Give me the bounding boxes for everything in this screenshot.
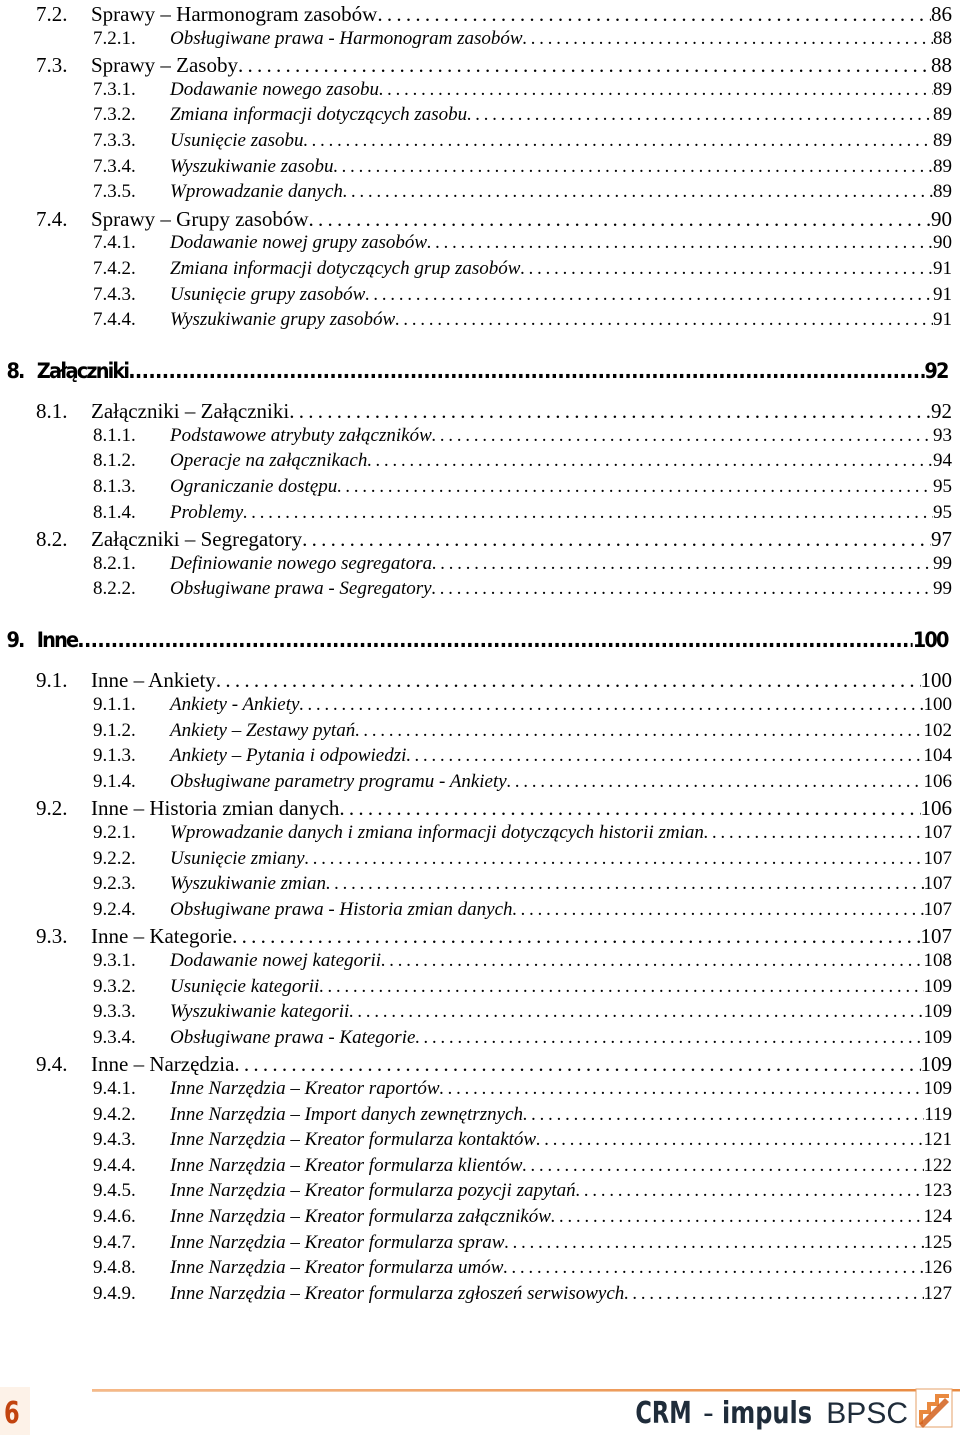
- toc-number: 8.1.: [36, 399, 68, 424]
- toc-dot-leader: [624, 1283, 923, 1305]
- toc-number: 9.3.1.: [93, 950, 136, 971]
- toc-dot-leader: [427, 232, 933, 254]
- toc-number: 9.4.: [36, 1052, 68, 1077]
- toc-title: Inne Narzędzia – Kreator formularza klientów: [170, 1154, 523, 1176]
- toc-subsection[interactable]: [0, 1104, 960, 1128]
- toc-number: 7.3.5.: [93, 181, 136, 203]
- toc-subsection[interactable]: [0, 578, 960, 602]
- toc-title: Obsługiwane prawa - Kategorie: [170, 1026, 416, 1048]
- toc-entry: [170, 28, 952, 50]
- toc-subsection[interactable]: [0, 950, 960, 974]
- toc-dot-leader: [337, 476, 933, 498]
- toc-dot-leader: [326, 873, 923, 895]
- toc-number: 9.4.4.: [93, 1154, 136, 1176]
- toc-page-number: 88: [933, 27, 952, 49]
- toc-title: Definiowanie nowego segregatora: [170, 552, 433, 574]
- toc-number: 9.4.5.: [93, 1180, 136, 1202]
- toc-number: 9.4.3.: [93, 1129, 136, 1151]
- toc-dot-leader: [216, 668, 921, 693]
- toc-entry: [170, 822, 952, 844]
- toc-title: Inne Narzędzia – Kreator formularza spraw: [170, 1231, 505, 1253]
- toc-dot-leader: [440, 1078, 924, 1100]
- toc-page-number: 92: [924, 359, 948, 384]
- toc-title: Inne Narzędzia – Kreator raportów: [170, 1078, 440, 1099]
- toc-page-number: 107: [923, 822, 952, 843]
- toc-dot-leader: [406, 745, 923, 767]
- toc-entry: [170, 232, 952, 254]
- toc-number: 9.4.9.: [93, 1282, 136, 1304]
- toc-subsection[interactable]: [0, 1232, 960, 1256]
- toc-number: 9.4.2.: [93, 1103, 136, 1125]
- toc-entry: [170, 1257, 952, 1279]
- toc-subsection[interactable]: [0, 502, 960, 526]
- toc-number: 7.3.4.: [93, 155, 136, 177]
- toc-dot-leader: [232, 924, 920, 949]
- toc-page-number: 107: [923, 898, 952, 920]
- toc-title: Podstawowe atrybuty załączników: [170, 424, 432, 446]
- toc-page-number: 104: [923, 745, 952, 767]
- toc-title: Problemy: [170, 501, 244, 523]
- toc-dot-leader: [507, 771, 924, 793]
- toc-number: 8.1.3.: [93, 476, 136, 497]
- toc-entry: [170, 104, 952, 126]
- toc-title: Dodawanie nowej grupy zasobów: [170, 232, 428, 254]
- toc-entry: [91, 527, 952, 552]
- toc-dot-leader: [522, 1155, 923, 1177]
- toc-title: Zmiana informacji dotyczących grup zasobów: [170, 258, 521, 279]
- toc-page-number: 91: [933, 283, 952, 305]
- toc-entry: [170, 1155, 952, 1177]
- toc-number: 7.3.: [36, 53, 68, 78]
- toc-entry: [37, 628, 948, 652]
- toc-title: Inne Narzędzia – Kreator formularza umów: [170, 1257, 504, 1279]
- toc-dot-leader: [576, 1180, 924, 1202]
- toc-entry: [91, 668, 952, 693]
- toc-section[interactable]: [0, 527, 960, 551]
- toc-entry: [170, 873, 952, 895]
- toc-dot-leader: [365, 284, 933, 306]
- toc-number: 8.1.1.: [93, 424, 136, 446]
- toc-entry: [170, 130, 952, 152]
- toc-dot-leader: [238, 53, 931, 78]
- toc-dot-leader: [381, 950, 923, 972]
- toc-title: Obsługiwane parametry programu - Ankiety: [170, 770, 507, 792]
- toc-title: Zmiana informacji dotyczących zasobu: [170, 104, 468, 126]
- toc-dot-leader: [243, 502, 933, 524]
- toc-entry: [170, 1078, 952, 1100]
- toc-subsection[interactable]: [0, 130, 960, 154]
- toc-dot-leader: [377, 2, 931, 27]
- toc-dot-leader: [77, 628, 913, 652]
- toc-subsection[interactable]: [0, 694, 960, 718]
- toc-dot-leader: [234, 1052, 920, 1077]
- toc-number: 7.2.1.: [93, 27, 136, 49]
- brand-bpsc: BPSC: [826, 1397, 908, 1430]
- toc-page-number: 91: [933, 309, 952, 331]
- toc-subsection[interactable]: [0, 976, 960, 1000]
- toc-entry: [91, 53, 952, 78]
- toc-dot-leader: [355, 720, 923, 742]
- toc-entry: [170, 79, 952, 101]
- toc-number: 9.3.3.: [93, 1001, 136, 1023]
- toc-entry: [170, 309, 952, 331]
- toc-subsection[interactable]: [0, 181, 960, 205]
- toc-page-number: 121: [923, 1129, 952, 1151]
- toc-page-number: 92: [931, 399, 952, 424]
- toc-entry: [170, 1104, 952, 1126]
- toc-subsection[interactable]: [0, 873, 960, 897]
- toc-title: Inne – Ankiety: [91, 668, 216, 693]
- toc-dot-leader: [432, 578, 933, 600]
- toc-page-number: 94: [933, 450, 952, 472]
- toc-title: Inne – Historia zmian danych: [91, 796, 340, 821]
- toc-entry: [170, 450, 952, 472]
- toc-section[interactable]: [0, 2, 960, 26]
- toc-subsection[interactable]: [0, 28, 960, 52]
- toc-dot-leader: [305, 848, 924, 870]
- toc-number: 9.3.2.: [93, 975, 136, 997]
- toc-page-number: 90: [931, 206, 952, 231]
- toc-page-number: 95: [933, 476, 952, 497]
- toc-subsection[interactable]: [0, 79, 960, 103]
- toc-subsection[interactable]: [0, 309, 960, 333]
- toc-entry: [170, 899, 952, 921]
- toc-entry: [91, 399, 952, 424]
- toc-page-number: 88: [931, 53, 952, 78]
- toc-entry: [170, 694, 952, 716]
- toc-page-number: 119: [924, 1103, 952, 1125]
- toc-number: 9.1.: [36, 668, 68, 693]
- toc-page-number: 109: [923, 1078, 952, 1099]
- toc-page-number: 89: [933, 181, 952, 203]
- toc-title: Inne Narzędzia – Kreator formularza pozycji zapytań: [170, 1180, 576, 1202]
- toc-subsection[interactable]: [0, 425, 960, 449]
- toc-page-number: 91: [933, 258, 952, 279]
- toc-subsection[interactable]: [0, 476, 960, 500]
- toc-entry: [91, 207, 952, 232]
- toc-dot-leader: [349, 1001, 923, 1023]
- toc-dot-leader: [467, 104, 933, 126]
- toc-page-number: 107: [923, 847, 952, 869]
- toc-page-number: 124: [923, 1206, 952, 1227]
- toc-title: Ankiety - Ankiety: [170, 694, 300, 715]
- toc-subsection[interactable]: [0, 1129, 960, 1153]
- toc-number: 9.2.1.: [93, 822, 136, 843]
- toc-subsection[interactable]: [0, 1283, 960, 1307]
- toc-subsection[interactable]: [0, 899, 960, 923]
- toc-entry: [91, 2, 952, 27]
- toc-title: Obsługiwane prawa - Harmonogram zasobów: [170, 27, 523, 49]
- toc-entry: [170, 1027, 952, 1049]
- toc-entry: [170, 181, 952, 203]
- toc-entry: [170, 502, 952, 524]
- toc-dot-leader: [302, 527, 931, 552]
- toc-entry: [170, 425, 952, 447]
- toc-number: 9.2.3.: [93, 873, 136, 895]
- toc-subsection[interactable]: [0, 848, 960, 872]
- toc-page-number: 89: [933, 104, 952, 126]
- toc-page-number: 126: [923, 1257, 952, 1279]
- toc-dot-leader: [432, 425, 933, 447]
- toc-number: 9.: [6, 628, 24, 653]
- toc-number: 9.4.1.: [93, 1078, 136, 1099]
- toc-number: 9.1.1.: [93, 694, 136, 715]
- toc-page-number: 100: [923, 694, 952, 715]
- toc-dot-leader: [367, 450, 933, 472]
- toc-subsection[interactable]: [0, 1206, 960, 1230]
- toc-title: Wprowadzanie danych: [170, 181, 343, 203]
- toc-subsection[interactable]: [0, 720, 960, 744]
- toc-title: Operacje na załącznikach: [170, 450, 368, 472]
- toc-subsection[interactable]: [0, 284, 960, 308]
- toc-title: Sprawy – Grupy zasobów: [91, 206, 309, 231]
- toc-page-number: 107: [920, 924, 952, 949]
- toc-page-number: 99: [933, 578, 952, 600]
- toc-page-number: 109: [923, 1001, 952, 1023]
- toc-subsection[interactable]: [0, 156, 960, 180]
- toc-page-number: 97: [931, 527, 952, 552]
- toc-dot-leader: [379, 79, 933, 101]
- toc-title: Dodawanie nowej kategorii: [170, 950, 382, 971]
- toc-entry: [170, 156, 952, 178]
- toc-entry: [170, 950, 952, 972]
- toc-subsection[interactable]: [0, 771, 960, 795]
- toc-number: 9.4.8.: [93, 1257, 136, 1279]
- toc-title: Inne Narzędzia – Kreator formularza załączników: [170, 1206, 551, 1227]
- toc-title: Załączniki: [36, 359, 129, 384]
- toc-section[interactable]: [0, 399, 960, 423]
- toc-number: 8.2.1.: [93, 552, 136, 574]
- toc-page-number: 107: [923, 873, 952, 895]
- toc-title: Ograniczanie dostępu: [170, 476, 338, 497]
- toc-entry: [170, 1129, 952, 1151]
- toc-number: 7.4.3.: [93, 283, 136, 305]
- toc-entry: [170, 1283, 952, 1305]
- toc-title: Usunięcie zmiany: [170, 847, 305, 869]
- toc-dot-leader: [289, 399, 931, 424]
- toc-number: 7.4.1.: [93, 232, 136, 254]
- toc-number: 9.2.4.: [93, 898, 136, 920]
- toc-title: Dodawanie nowego zasobu: [170, 78, 379, 100]
- brand-logo-text: [626, 1396, 908, 1431]
- toc-title: Załączniki – Załączniki: [91, 399, 290, 424]
- brand-impuls: impuls: [721, 1396, 812, 1431]
- toc-number: 7.3.3.: [93, 130, 136, 151]
- toc-title: Usunięcie zasobu: [170, 130, 304, 151]
- toc-title: Sprawy – Harmonogram zasobów: [91, 2, 378, 26]
- toc-dot-leader: [415, 1027, 923, 1049]
- toc-dot-leader: [333, 156, 933, 178]
- toc-subsection[interactable]: [0, 1027, 960, 1051]
- toc-number: 8.2.: [36, 527, 68, 552]
- toc-title: Inne Narzędzia – Import danych zewnętrznych: [170, 1103, 524, 1125]
- toc-entry: [170, 848, 952, 870]
- toc-title: Inne Narzędzia – Kreator formularza kontaktów: [170, 1129, 537, 1151]
- toc-entry: [170, 1232, 952, 1254]
- toc-page-number: 100: [920, 668, 952, 693]
- toc-title: Sprawy – Zasoby: [91, 53, 238, 78]
- toc-dot-leader: [520, 258, 933, 280]
- toc-title: Usunięcie kategorii: [170, 975, 320, 997]
- toc-dot-leader: [503, 1257, 923, 1279]
- toc-entry: [170, 976, 952, 998]
- toc-subsection[interactable]: [0, 1257, 960, 1281]
- toc-page-number: 106: [923, 770, 952, 792]
- toc-number: 9.4.7.: [93, 1231, 136, 1253]
- toc-title: Wyszukiwanie kategorii: [170, 1001, 350, 1023]
- toc-title: Załączniki – Segregatory: [91, 527, 303, 552]
- toc-number: 7.3.1.: [93, 78, 136, 100]
- toc-title: Wyszukiwanie zmian: [170, 873, 327, 895]
- toc-dot-leader: [299, 694, 923, 716]
- toc-entry: [170, 258, 952, 280]
- brand-crm: CRM: [635, 1396, 692, 1431]
- toc-entry: [170, 578, 952, 600]
- toc-entry: [170, 771, 952, 793]
- toc-subsection[interactable]: [0, 822, 960, 846]
- toc-page-number: 109: [923, 1026, 952, 1048]
- toc-entry: [91, 924, 952, 949]
- toc-dot-leader: [339, 796, 920, 821]
- toc-entry: [170, 1001, 952, 1023]
- toc-page-number: 100: [912, 628, 948, 653]
- toc-page-number: 89: [933, 155, 952, 177]
- toc-number: 9.1.3.: [93, 745, 136, 767]
- toc-section[interactable]: [0, 207, 960, 231]
- bpsc-logo-icon: [915, 1388, 953, 1428]
- toc-number: 8.1.4.: [93, 501, 136, 523]
- toc-number: 7.3.2.: [93, 104, 136, 126]
- toc-number: 7.4.: [36, 206, 68, 231]
- toc-number: 9.4.6.: [93, 1206, 136, 1227]
- toc-page-number: 109: [923, 975, 952, 997]
- toc-page-number: 99: [933, 552, 952, 574]
- toc-section[interactable]: [0, 1052, 960, 1076]
- toc-entry: [170, 1180, 952, 1202]
- toc-page-number: 93: [933, 424, 952, 446]
- toc-number: 7.4.4.: [93, 309, 136, 331]
- footer-rule-secondary: [92, 1391, 960, 1392]
- toc-title: Ankiety – Zestawy pytań: [170, 719, 356, 741]
- toc-entry: [170, 1206, 952, 1228]
- toc-number: 9.1.2.: [93, 719, 136, 741]
- toc-page-number: 127: [923, 1282, 952, 1304]
- toc-section[interactable]: [0, 924, 960, 948]
- toc-title: Obsługiwane prawa - Segregatory: [170, 578, 432, 600]
- toc-title: Inne Narzędzia – Kreator formularza zgłoszeń serwisowych: [170, 1282, 625, 1304]
- toc-entry: [170, 284, 952, 306]
- toc-number: 7.2.: [36, 2, 68, 26]
- toc-title: Inne – Narzędzia: [91, 1052, 235, 1077]
- toc-number: 9.3.: [36, 924, 68, 949]
- toc-entry: [170, 720, 952, 742]
- toc-number: 8.2.2.: [93, 578, 136, 600]
- toc-page-number: 90: [933, 232, 952, 254]
- toc-page-number: 102: [923, 719, 952, 741]
- toc-subsection[interactable]: [0, 1078, 960, 1102]
- page-number: 6: [4, 1396, 20, 1431]
- toc-page-number: 89: [933, 78, 952, 100]
- toc-title: Wprowadzanie danych i zmiana informacji dotyczących historii zmian: [170, 822, 704, 843]
- toc-page-number: 95: [933, 501, 952, 523]
- toc-number: 8.1.2.: [93, 450, 136, 472]
- brand-dash: -: [702, 1396, 714, 1431]
- toc-page-number: 108: [923, 950, 952, 971]
- toc-title: Wyszukiwanie grupy zasobów: [170, 309, 396, 331]
- toc-chapter[interactable]: [0, 628, 948, 653]
- toc-subsection[interactable]: [0, 104, 960, 128]
- toc-dot-leader: [309, 207, 931, 232]
- toc-subsection[interactable]: [0, 745, 960, 769]
- toc-number: 9.2.: [36, 796, 68, 821]
- toc-dot-leader: [395, 309, 933, 331]
- toc-dot-leader: [523, 1104, 924, 1126]
- toc-dot-leader: [319, 976, 923, 998]
- toc-number: 7.4.2.: [93, 258, 136, 279]
- toc-entry: [170, 476, 952, 498]
- toc-entry: [170, 553, 952, 575]
- toc-page-number: 89: [933, 130, 952, 151]
- toc-page-number: 123: [923, 1180, 952, 1202]
- toc-page-number: 122: [923, 1154, 952, 1176]
- toc-entry: [91, 1052, 952, 1077]
- toc-number: 9.3.4.: [93, 1026, 136, 1048]
- toc-entry: [91, 796, 952, 821]
- toc-subsection[interactable]: [0, 1180, 960, 1204]
- toc-subsection[interactable]: [0, 1155, 960, 1179]
- toc-entry: [170, 745, 952, 767]
- toc-title: Inne: [36, 628, 78, 653]
- toc-section[interactable]: [0, 796, 960, 820]
- toc-number: 9.1.4.: [93, 770, 136, 792]
- toc-number: 8.: [6, 359, 24, 384]
- toc-title: Ankiety – Pytania i odpowiedzi: [170, 745, 407, 767]
- toc-subsection[interactable]: [0, 232, 960, 256]
- toc-page-number: 106: [920, 796, 952, 821]
- toc-entry: [37, 359, 948, 383]
- toc-subsection[interactable]: [0, 1001, 960, 1025]
- toc-dot-leader: [343, 181, 933, 203]
- toc-subsection[interactable]: [0, 553, 960, 577]
- toc-dot-leader: [536, 1129, 923, 1151]
- toc-title: Inne – Kategorie: [91, 924, 233, 949]
- toc-section[interactable]: [0, 668, 960, 692]
- toc-dot-leader: [704, 822, 924, 844]
- toc-title: Usunięcie grupy zasobów: [170, 283, 366, 305]
- toc-page-number: 125: [923, 1231, 952, 1253]
- toc-page-number: 109: [920, 1052, 952, 1077]
- toc-page-number: 86: [931, 2, 952, 26]
- toc-number: 9.2.2.: [93, 847, 136, 869]
- toc-dot-leader: [504, 1232, 923, 1254]
- toc-subsection[interactable]: [0, 258, 960, 282]
- toc-dot-leader: [304, 130, 933, 152]
- toc-title: Obsługiwane prawa - Historia zmian danych: [170, 898, 513, 920]
- toc-dot-leader: [432, 553, 933, 575]
- toc-section[interactable]: [0, 53, 960, 77]
- toc-title: Wyszukiwanie zasobu: [170, 155, 334, 177]
- toc-dot-leader: [523, 28, 933, 50]
- toc-subsection[interactable]: [0, 450, 960, 474]
- toc-chapter[interactable]: [0, 359, 948, 384]
- toc-dot-leader: [551, 1206, 924, 1228]
- toc-dot-leader: [128, 359, 924, 383]
- toc-dot-leader: [513, 899, 924, 921]
